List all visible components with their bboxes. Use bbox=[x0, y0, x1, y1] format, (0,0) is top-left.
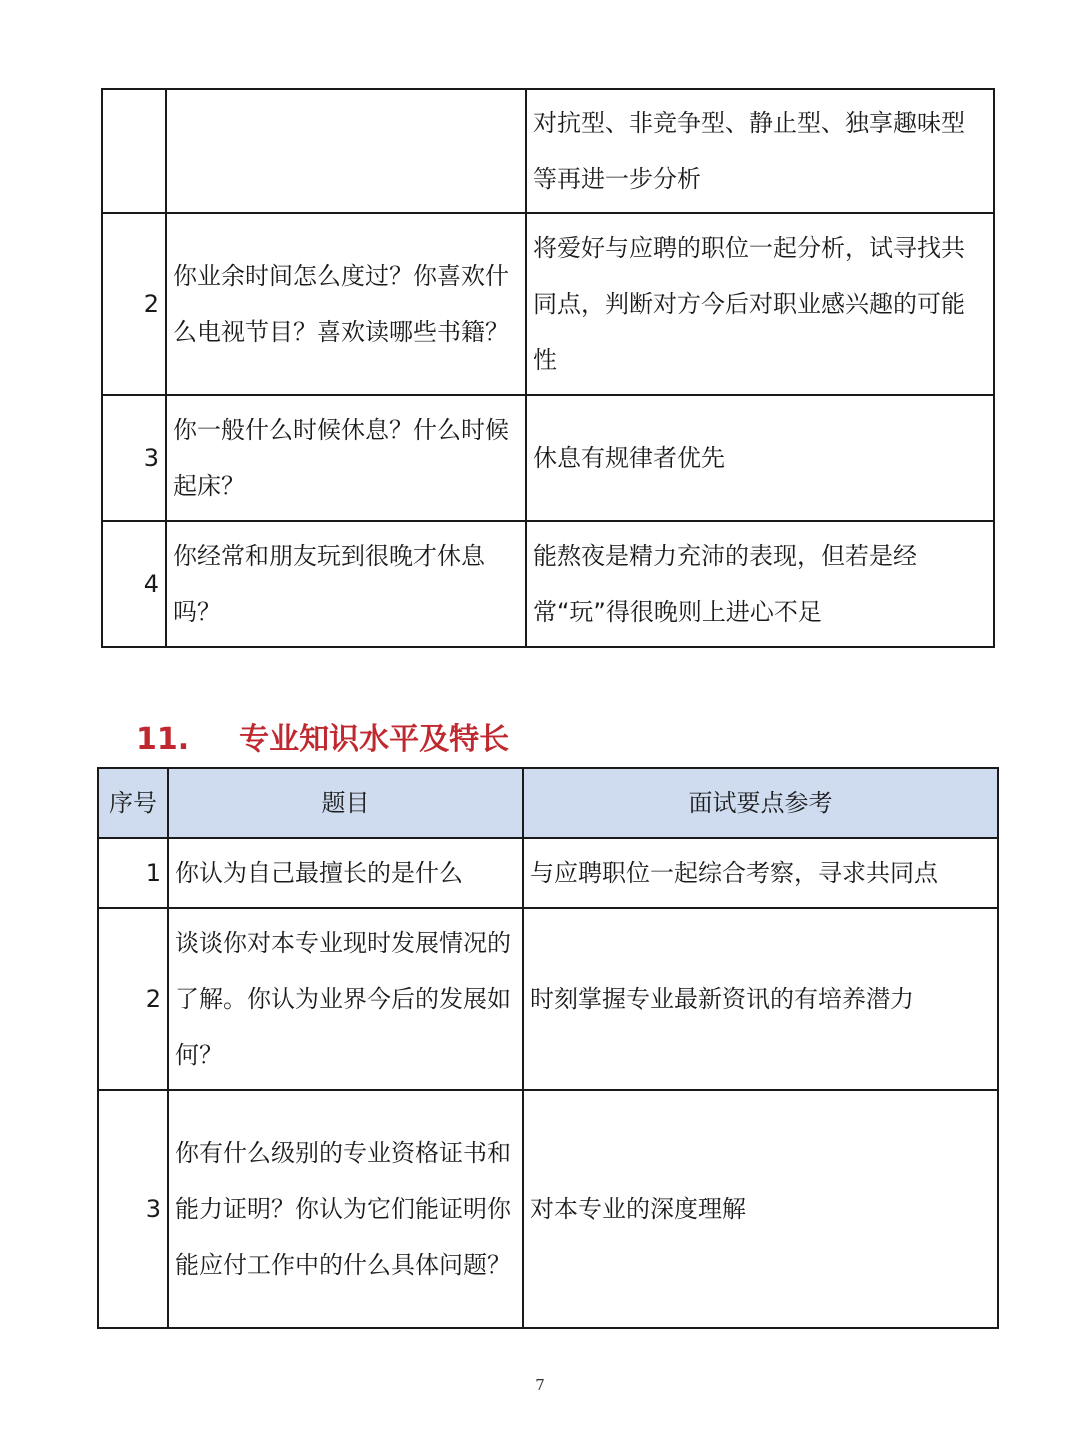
table-row bbox=[98, 908, 998, 1090]
question-cell: 你认为自己最擅长的是什么 bbox=[168, 838, 523, 908]
header-question: 题目 bbox=[168, 768, 523, 838]
row-number: 2 bbox=[102, 213, 166, 395]
row-number: 3 bbox=[98, 1090, 168, 1328]
row-number: 4 bbox=[102, 521, 166, 647]
page-number: 7 bbox=[535, 1376, 545, 1394]
section-heading bbox=[136, 714, 509, 758]
question-cell: 谈谈你对本专业现时发展情况的了解。你认为业界今后的发展如何？ bbox=[168, 908, 523, 1090]
table-header-row bbox=[98, 768, 998, 838]
section-number: 11. bbox=[136, 722, 190, 757]
question-cell: 你一般什么时候休息？什么时候起床？ bbox=[166, 395, 526, 521]
table-row bbox=[98, 1090, 998, 1328]
answer-cell: 与应聘职位一起综合考察，寻求共同点 bbox=[523, 838, 998, 908]
interview-table bbox=[97, 767, 999, 1329]
table-row bbox=[102, 395, 994, 521]
table-row bbox=[102, 521, 994, 647]
answer-cell: 休息有规律者优先 bbox=[526, 395, 994, 521]
question-cell bbox=[166, 89, 526, 213]
table-row bbox=[102, 213, 994, 395]
question-cell: 你有什么级别的专业资格证书和能力证明？你认为它们能证明你能应付工作中的什么具体问题？ bbox=[168, 1090, 523, 1328]
header-num: 序号 bbox=[98, 768, 168, 838]
row-number: 1 bbox=[98, 838, 168, 908]
table-row bbox=[102, 89, 994, 213]
answer-cell: 能熬夜是精力充沛的表现，但若是经常“玩”得很晚则上进心不足 bbox=[526, 521, 994, 647]
question-cell: 你业余时间怎么度过？你喜欢什么电视节目？喜欢读哪些书籍？ bbox=[166, 213, 526, 395]
row-number: 3 bbox=[102, 395, 166, 521]
answer-cell: 将爱好与应聘的职位一起分析，试寻找共同点，判断对方今后对职业感兴趣的可能性 bbox=[526, 213, 994, 395]
table-row bbox=[98, 838, 998, 908]
header-answer: 面试要点参考 bbox=[523, 768, 998, 838]
answer-cell: 对抗型、非竞争型、静止型、独享趣味型等再进一步分析 bbox=[526, 89, 994, 213]
section-title: 专业知识水平及特长 bbox=[239, 722, 510, 757]
row-number: 2 bbox=[98, 908, 168, 1090]
question-cell: 你经常和朋友玩到很晚才休息吗？ bbox=[166, 521, 526, 647]
interview-table-continued bbox=[101, 88, 995, 648]
row-number bbox=[102, 89, 166, 213]
answer-cell: 对本专业的深度理解 bbox=[523, 1090, 998, 1328]
answer-cell: 时刻掌握专业最新资讯的有培养潜力 bbox=[523, 908, 998, 1090]
